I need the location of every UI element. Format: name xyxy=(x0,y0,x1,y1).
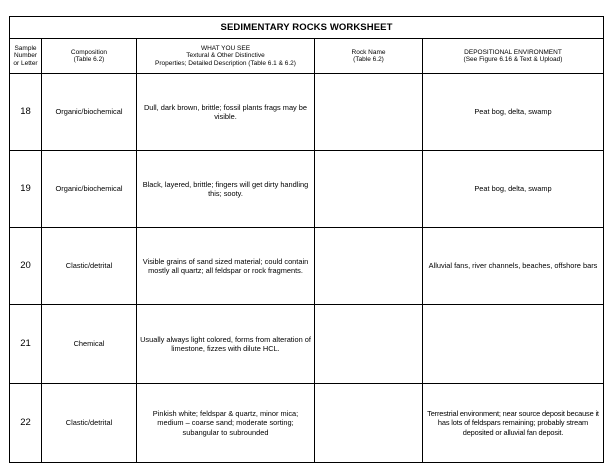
header-environment xyxy=(423,39,604,74)
what-you-see-cell: Usually always light colored, forms from alteration of limestone, fizzes with dilute HCL. xyxy=(137,305,315,384)
header-row xyxy=(10,39,604,74)
header-rock-name-line: (Table 6.2) xyxy=(353,56,384,63)
sample-number: 20 xyxy=(10,228,42,305)
environment-cell[interactable] xyxy=(423,305,604,384)
composition-cell: Clastic/detrital xyxy=(42,228,137,305)
environment-cell: Peat bog, delta, swamp xyxy=(423,74,604,151)
rock-name-cell[interactable] xyxy=(315,151,423,228)
table-row xyxy=(10,228,604,305)
sample-number: 22 xyxy=(10,384,42,463)
worksheet-table xyxy=(9,16,604,463)
header-what-you-see-line: Textural & Other Distinctive xyxy=(186,52,265,60)
header-environment-line: DEPOSITIONAL ENVIRONMENT xyxy=(464,48,562,56)
table-row xyxy=(10,305,604,384)
sample-number: 21 xyxy=(10,305,42,384)
worksheet xyxy=(9,16,603,466)
rock-name-cell[interactable] xyxy=(315,305,423,384)
table-row xyxy=(10,74,604,151)
composition-cell: Organic/biochemical xyxy=(42,74,137,151)
what-you-see-cell: Dull, dark brown, brittle; fossil plants frags may be visible. xyxy=(137,74,315,151)
header-what-you-see xyxy=(137,39,315,74)
header-sample-line: or Letter xyxy=(13,59,38,67)
environment-cell: Terrestrial environment; near source deposit because it has lots of feldspars remaining; probably stream deposited or alluvial fan deposit. xyxy=(423,384,604,463)
what-you-see-cell: Pinkish white; feldspar & quartz, minor mica; medium – coarse sand; moderate sorting; subangular to subrounded xyxy=(137,384,315,463)
header-what-you-see-line: Properties; Detailed Description (Table 6.1 & 6.2) xyxy=(155,59,296,67)
header-rock-name xyxy=(315,39,423,74)
rock-name-cell[interactable] xyxy=(315,228,423,305)
header-sample xyxy=(10,39,42,74)
worksheet-title: SEDIMENTARY ROCKS WORKSHEET xyxy=(10,17,604,39)
environment-cell: Alluvial fans, river channels, beaches, offshore bars xyxy=(423,228,604,305)
sample-number: 18 xyxy=(10,74,42,151)
header-sample-line: Number xyxy=(13,52,38,60)
what-you-see-cell: Visible grains of sand sized material; could contain mostly all quartz; all feldspar or rock fragments. xyxy=(137,228,315,305)
rock-name-cell[interactable] xyxy=(315,384,423,463)
header-what-you-see-line: WHAT YOU SEE xyxy=(200,44,251,52)
header-composition-line: Composition xyxy=(70,48,108,56)
header-composition xyxy=(42,39,137,74)
environment-cell: Peat bog, delta, swamp xyxy=(423,151,604,228)
header-rock-name-line: Rock Name xyxy=(351,48,386,56)
table-row xyxy=(10,384,604,463)
composition-cell: Organic/biochemical xyxy=(42,151,137,228)
composition-cell: Chemical xyxy=(42,305,137,384)
sample-number: 19 xyxy=(10,151,42,228)
header-composition-line: (Table 6.2) xyxy=(73,56,105,63)
what-you-see-cell: Black, layered, brittle; fingers will get dirty handling this; sooty. xyxy=(137,151,315,228)
header-sample-line: Sample xyxy=(14,44,37,52)
composition-cell: Clastic/detrital xyxy=(42,384,137,463)
header-environment-line: (See Figure 6.16 & Text & Upload) xyxy=(463,56,563,63)
table-row xyxy=(10,151,604,228)
rock-name-cell[interactable] xyxy=(315,74,423,151)
